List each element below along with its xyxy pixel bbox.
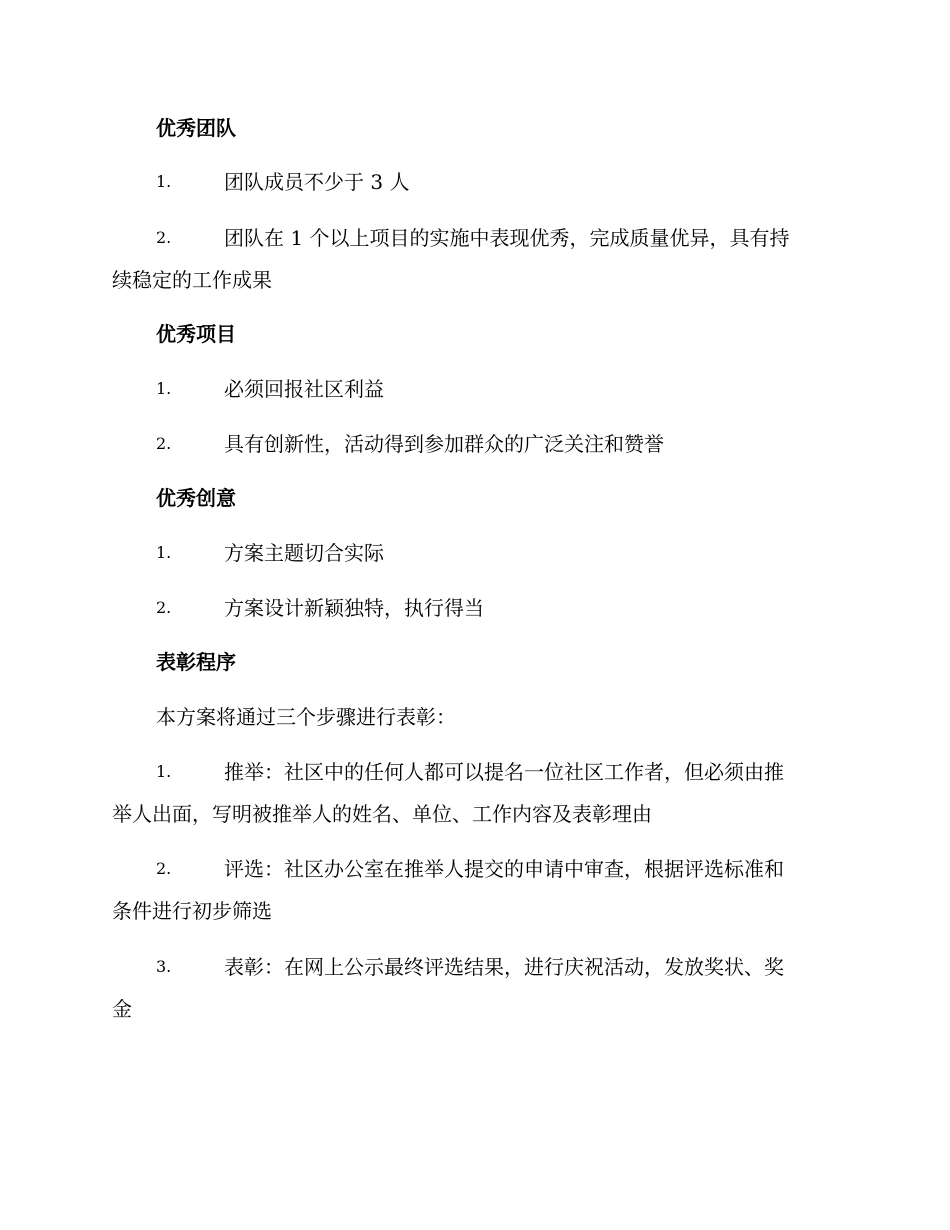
list-number: 1. [156,543,172,562]
section-heading-procedure: 表彰程序 [156,650,236,674]
list-item-text: 必须回报社区利益 [224,377,384,401]
list-item-text: 方案设计新颖独特，执行得当 [224,596,484,620]
list-number: 2. [156,228,172,247]
list-number: 2. [156,859,172,878]
list-number: 2. [156,434,172,453]
section-heading-project: 优秀项目 [156,322,236,346]
list-item-text: 表彰：在网上公示最终评选结果，进行庆祝活动，发放奖状、奖 [224,955,784,979]
section-heading-idea: 优秀创意 [156,486,236,510]
list-item-text: 推举：社区中的任何人都可以提名一位社区工作者，但必须由推 [224,760,784,784]
list-item-continuation: 续稳定的工作成果 [112,268,272,292]
list-item-continuation: 举人出面，写明被推举人的姓名、单位、工作内容及表彰理由 [112,802,652,826]
list-item-text: 团队在 1 个以上项目的实施中表现优秀，完成质量优异，具有持 [224,226,790,250]
list-number: 1. [156,762,172,781]
intro-paragraph: 本方案将通过三个步骤进行表彰： [156,705,456,729]
list-item-text: 评选：社区办公室在推举人提交的申请中审查，根据评选标准和 [224,857,784,881]
list-number: 1. [156,379,172,398]
list-number: 2. [156,598,172,617]
list-item-text: 团队成员不少于 3 人 [224,170,410,194]
list-number: 1. [156,172,172,191]
list-item-continuation: 金 [112,997,132,1021]
section-heading-team: 优秀团队 [156,116,236,140]
list-item-text: 方案主题切合实际 [224,541,384,565]
list-item-text: 具有创新性，活动得到参加群众的广泛关注和赞誉 [224,432,664,456]
list-item-continuation: 条件进行初步筛选 [112,899,272,923]
list-number: 3. [156,957,172,976]
